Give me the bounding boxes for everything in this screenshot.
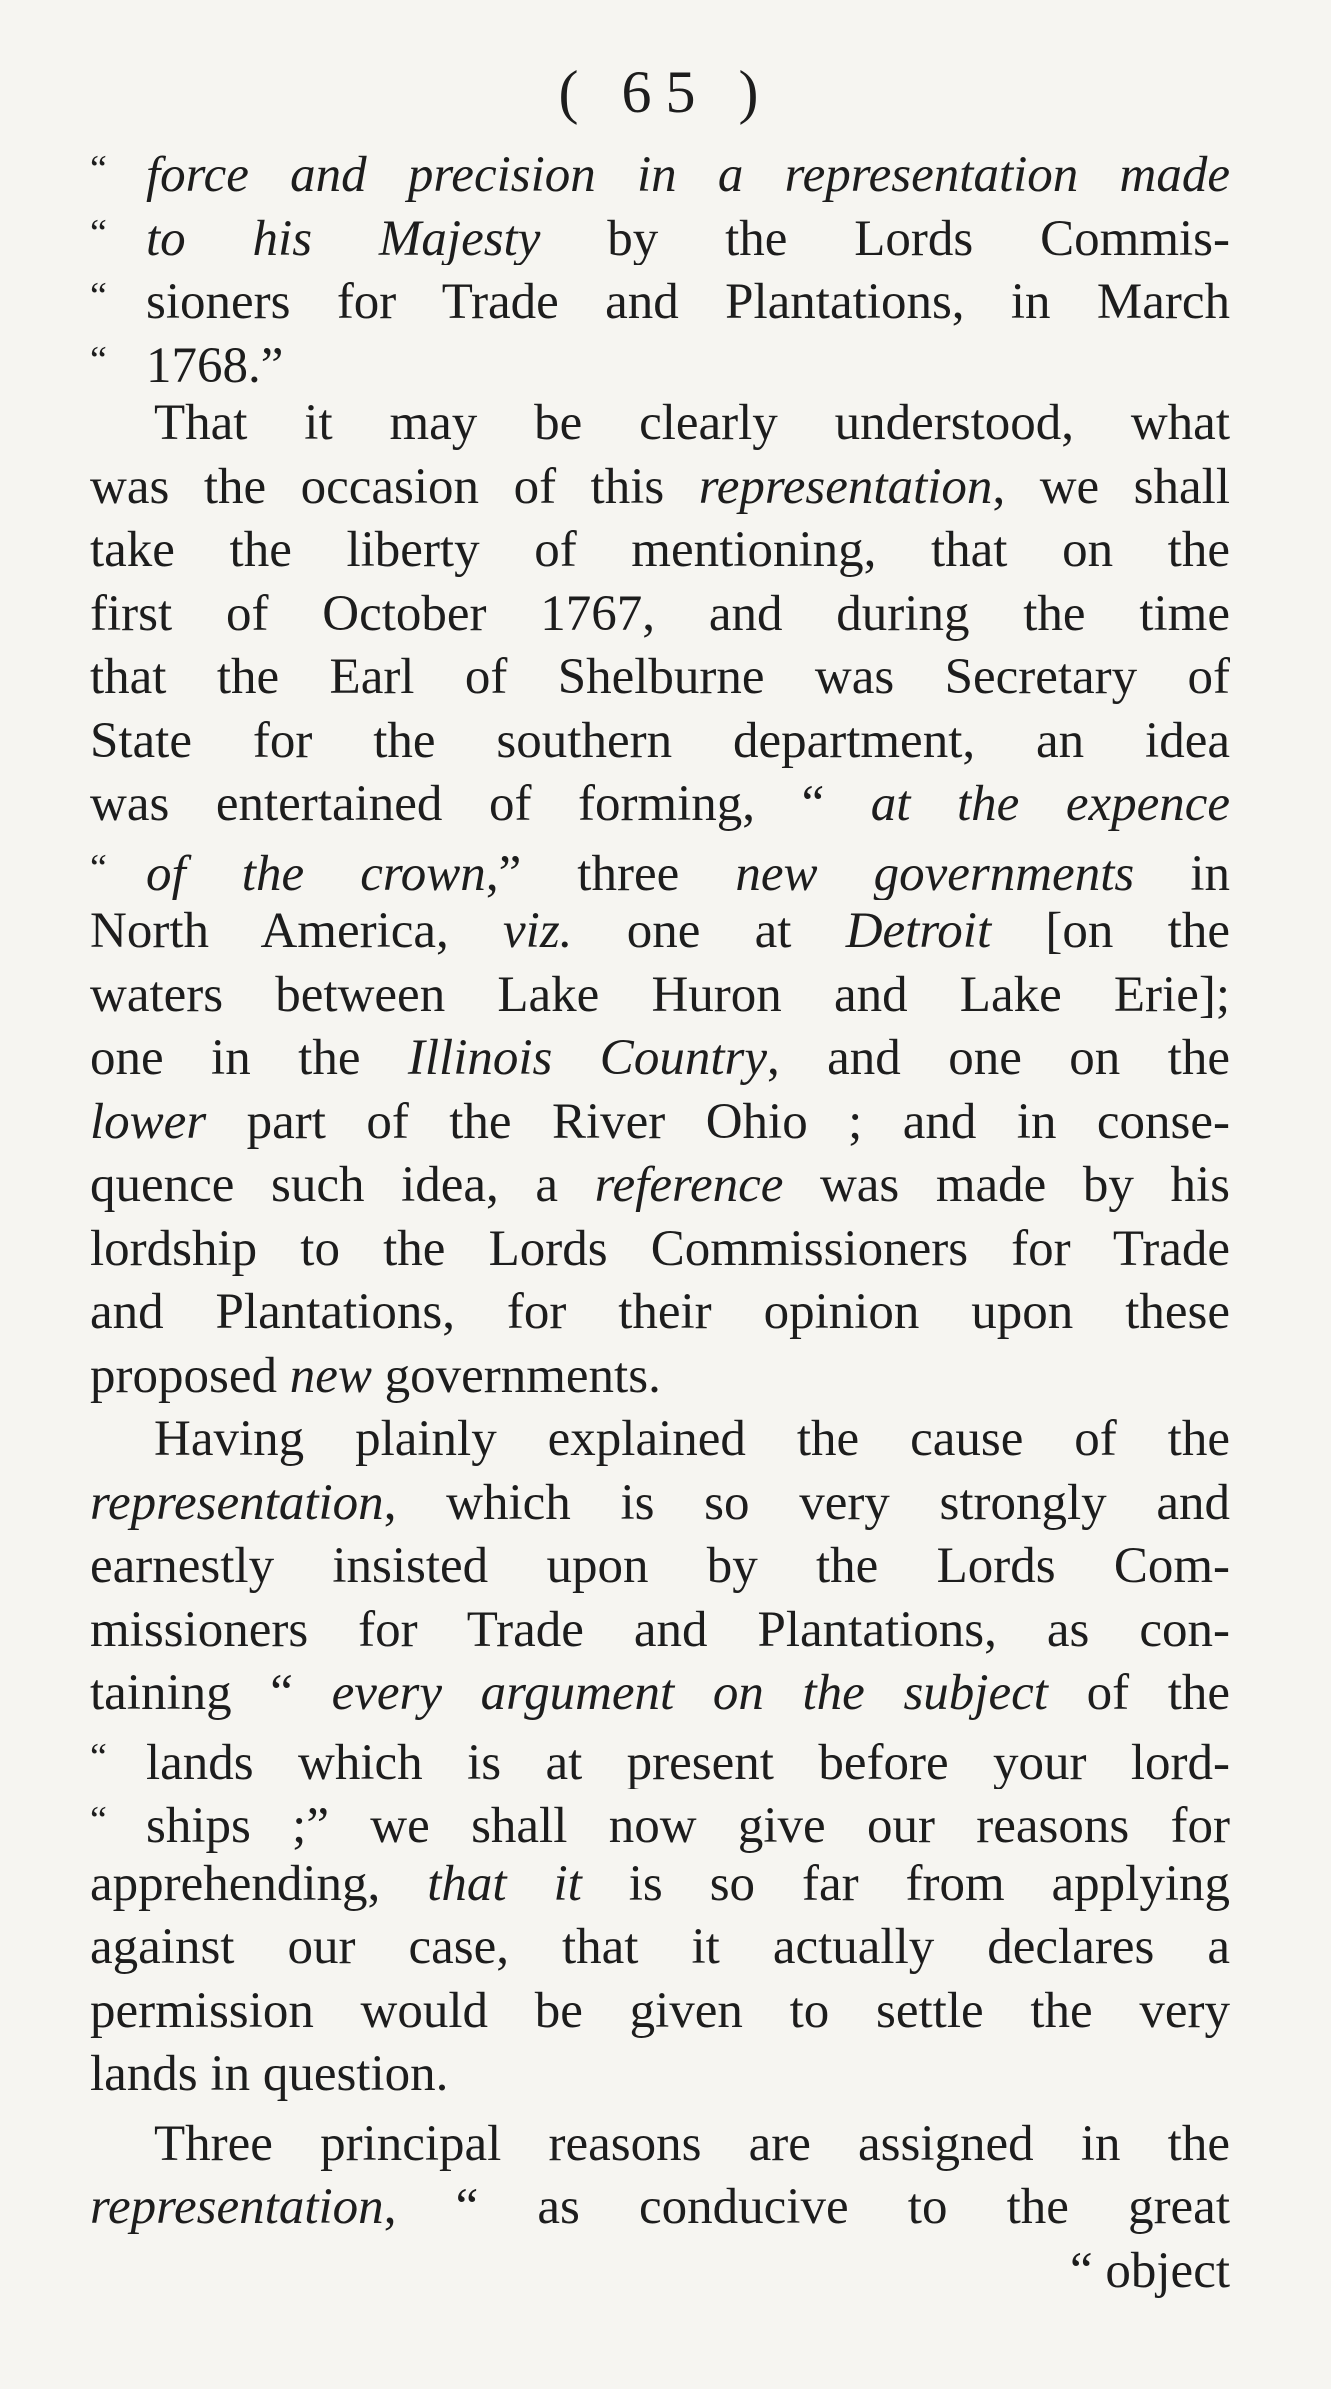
text-segment: State for the southern department, an idea [90,712,1230,769]
italic-text: new governments [735,845,1135,900]
italic-text: new [289,1347,372,1404]
text-line [90,1091,1230,1155]
text-segment: and Plantations, for their opinion upon these [90,1284,1230,1340]
text-line [90,202,1230,266]
text-segment: waters between Lake Huron and Lake Erie]; [90,966,1230,1023]
italic-text: crown [304,845,486,900]
text-line [90,1789,1230,1853]
italic-text: that it [427,1855,582,1912]
text-line [90,1726,1230,1790]
text-line [90,710,1230,774]
page-number: ( 65 ) [558,59,773,125]
text-segment: North America, [90,903,504,959]
text-segment: earnestly insisted upon by the Lords Com- [90,1538,1230,1594]
text-line [90,1980,1230,2044]
text-line [90,329,1230,393]
text-segment: Having plainly explained the cause of the [154,1411,1230,1467]
text-segment: permission would be given to settle the very [90,1982,1230,2039]
text-segment: part of the River Ohio ; and in conse- [206,1093,1230,1150]
quote-mark: “ [90,275,107,317]
text-line [90,456,1230,520]
text-line [90,1345,1230,1409]
text-segment: take the liberty of mentioning, that on the [90,522,1230,578]
text-line [90,1154,1230,1218]
text-segment: That it may be clearly understood, what [154,395,1230,451]
text-line [90,900,1230,964]
italic-text: reference [594,1157,784,1213]
italic-text: Detroit [845,903,992,959]
text-line [90,1408,1230,1472]
italic-text: force and precision in a representation made [146,147,1230,202]
text-line [90,646,1230,710]
text-line [90,1218,1230,1282]
text-line [90,2043,1230,2107]
text-segment: against our case, that it actually declares a [90,1919,1230,1975]
text-segment: governments. [371,1347,661,1404]
text-segment: first of October 1767, and during the time [90,585,1230,642]
quote-mark: “ [90,1799,107,1841]
italic-text: representation [90,1474,384,1531]
italic-text: Illinois Country [407,1030,767,1086]
text-segment: lands which is at present before your lord- [146,1734,1230,1789]
text-line [90,837,1230,901]
text-segment: , and one on the [766,1030,1230,1086]
text-segment: was the occasion of this [90,458,699,515]
quote-mark: “ [90,148,107,190]
text-segment: “ object [1070,2242,1230,2299]
text-line [90,964,1230,1028]
text-line [90,138,1230,202]
text-segment: was entertained of forming, “ [90,776,871,832]
text-line [90,2113,1230,2177]
text-segment: , we shall [992,458,1230,515]
text-segment: , which is so very strongly and [383,1474,1230,1531]
italic-text: viz. [503,903,573,959]
text-segment: ships ;” we shall now give our reasons for [146,1798,1230,1853]
text-segment: in [1134,845,1230,900]
text-segment: taining “ [90,1665,332,1721]
text-line [90,1599,1230,1663]
text-line [90,265,1230,329]
text-segment: Three principal reasons are assigned in the [154,2115,1230,2172]
text-line [90,773,1230,837]
text-line [90,1027,1230,1091]
italic-text: representation [698,458,993,515]
text-segment: , “ as conducive to the great [383,2179,1230,2235]
text-line [90,1916,1230,1980]
italic-text: representation [90,2179,384,2235]
text-segment: that the Earl of Shelburne was Secretary of [90,649,1230,705]
text-segment: one in the [90,1030,408,1086]
text-segment: quence such idea, a [90,1157,595,1213]
text-line [90,1281,1230,1345]
text-segment: [on the [991,903,1230,959]
italic-text: every argument on the subject [331,1665,1048,1721]
quote-mark: “ [90,338,107,381]
text-segment: one at [572,903,846,959]
quote-mark: “ [90,1735,107,1778]
quote-mark: “ [90,211,107,254]
text-segment: was made by his [783,1157,1230,1213]
text-line [90,1662,1230,1726]
text-segment: apprehending, [90,1855,428,1912]
text-segment: sioners for Trade and Plantations, in March [146,274,1230,329]
text-segment: lordship to the Lords Commissioners for Trade [90,1220,1230,1277]
text-segment: by the Lords Commis- [540,210,1230,265]
text-segment: missioners for Trade and Plantations, as con- [90,1601,1230,1658]
text-line [90,1472,1230,1536]
italic-text: to his Majesty [146,210,541,265]
text-line [90,392,1230,456]
text-line [90,1535,1230,1599]
italic-text: at the expence [870,776,1230,832]
text-segment: lands in question. [90,2046,449,2102]
text-segment: 1768.” [146,337,284,392]
body-text [90,138,1230,2303]
italic-text: lower [90,1093,207,1150]
text-line [90,2176,1230,2240]
text-segment: is so far from applying [581,1855,1230,1912]
text-segment: proposed [90,1347,290,1404]
text-segment: ,” three [485,845,736,900]
quote-mark: “ [90,846,107,889]
italic-text: of the [146,845,305,900]
text-line [90,1853,1230,1917]
text-segment: of the [1047,1665,1230,1721]
text-line [90,583,1230,647]
text-line [90,2240,1230,2304]
text-line [90,519,1230,583]
